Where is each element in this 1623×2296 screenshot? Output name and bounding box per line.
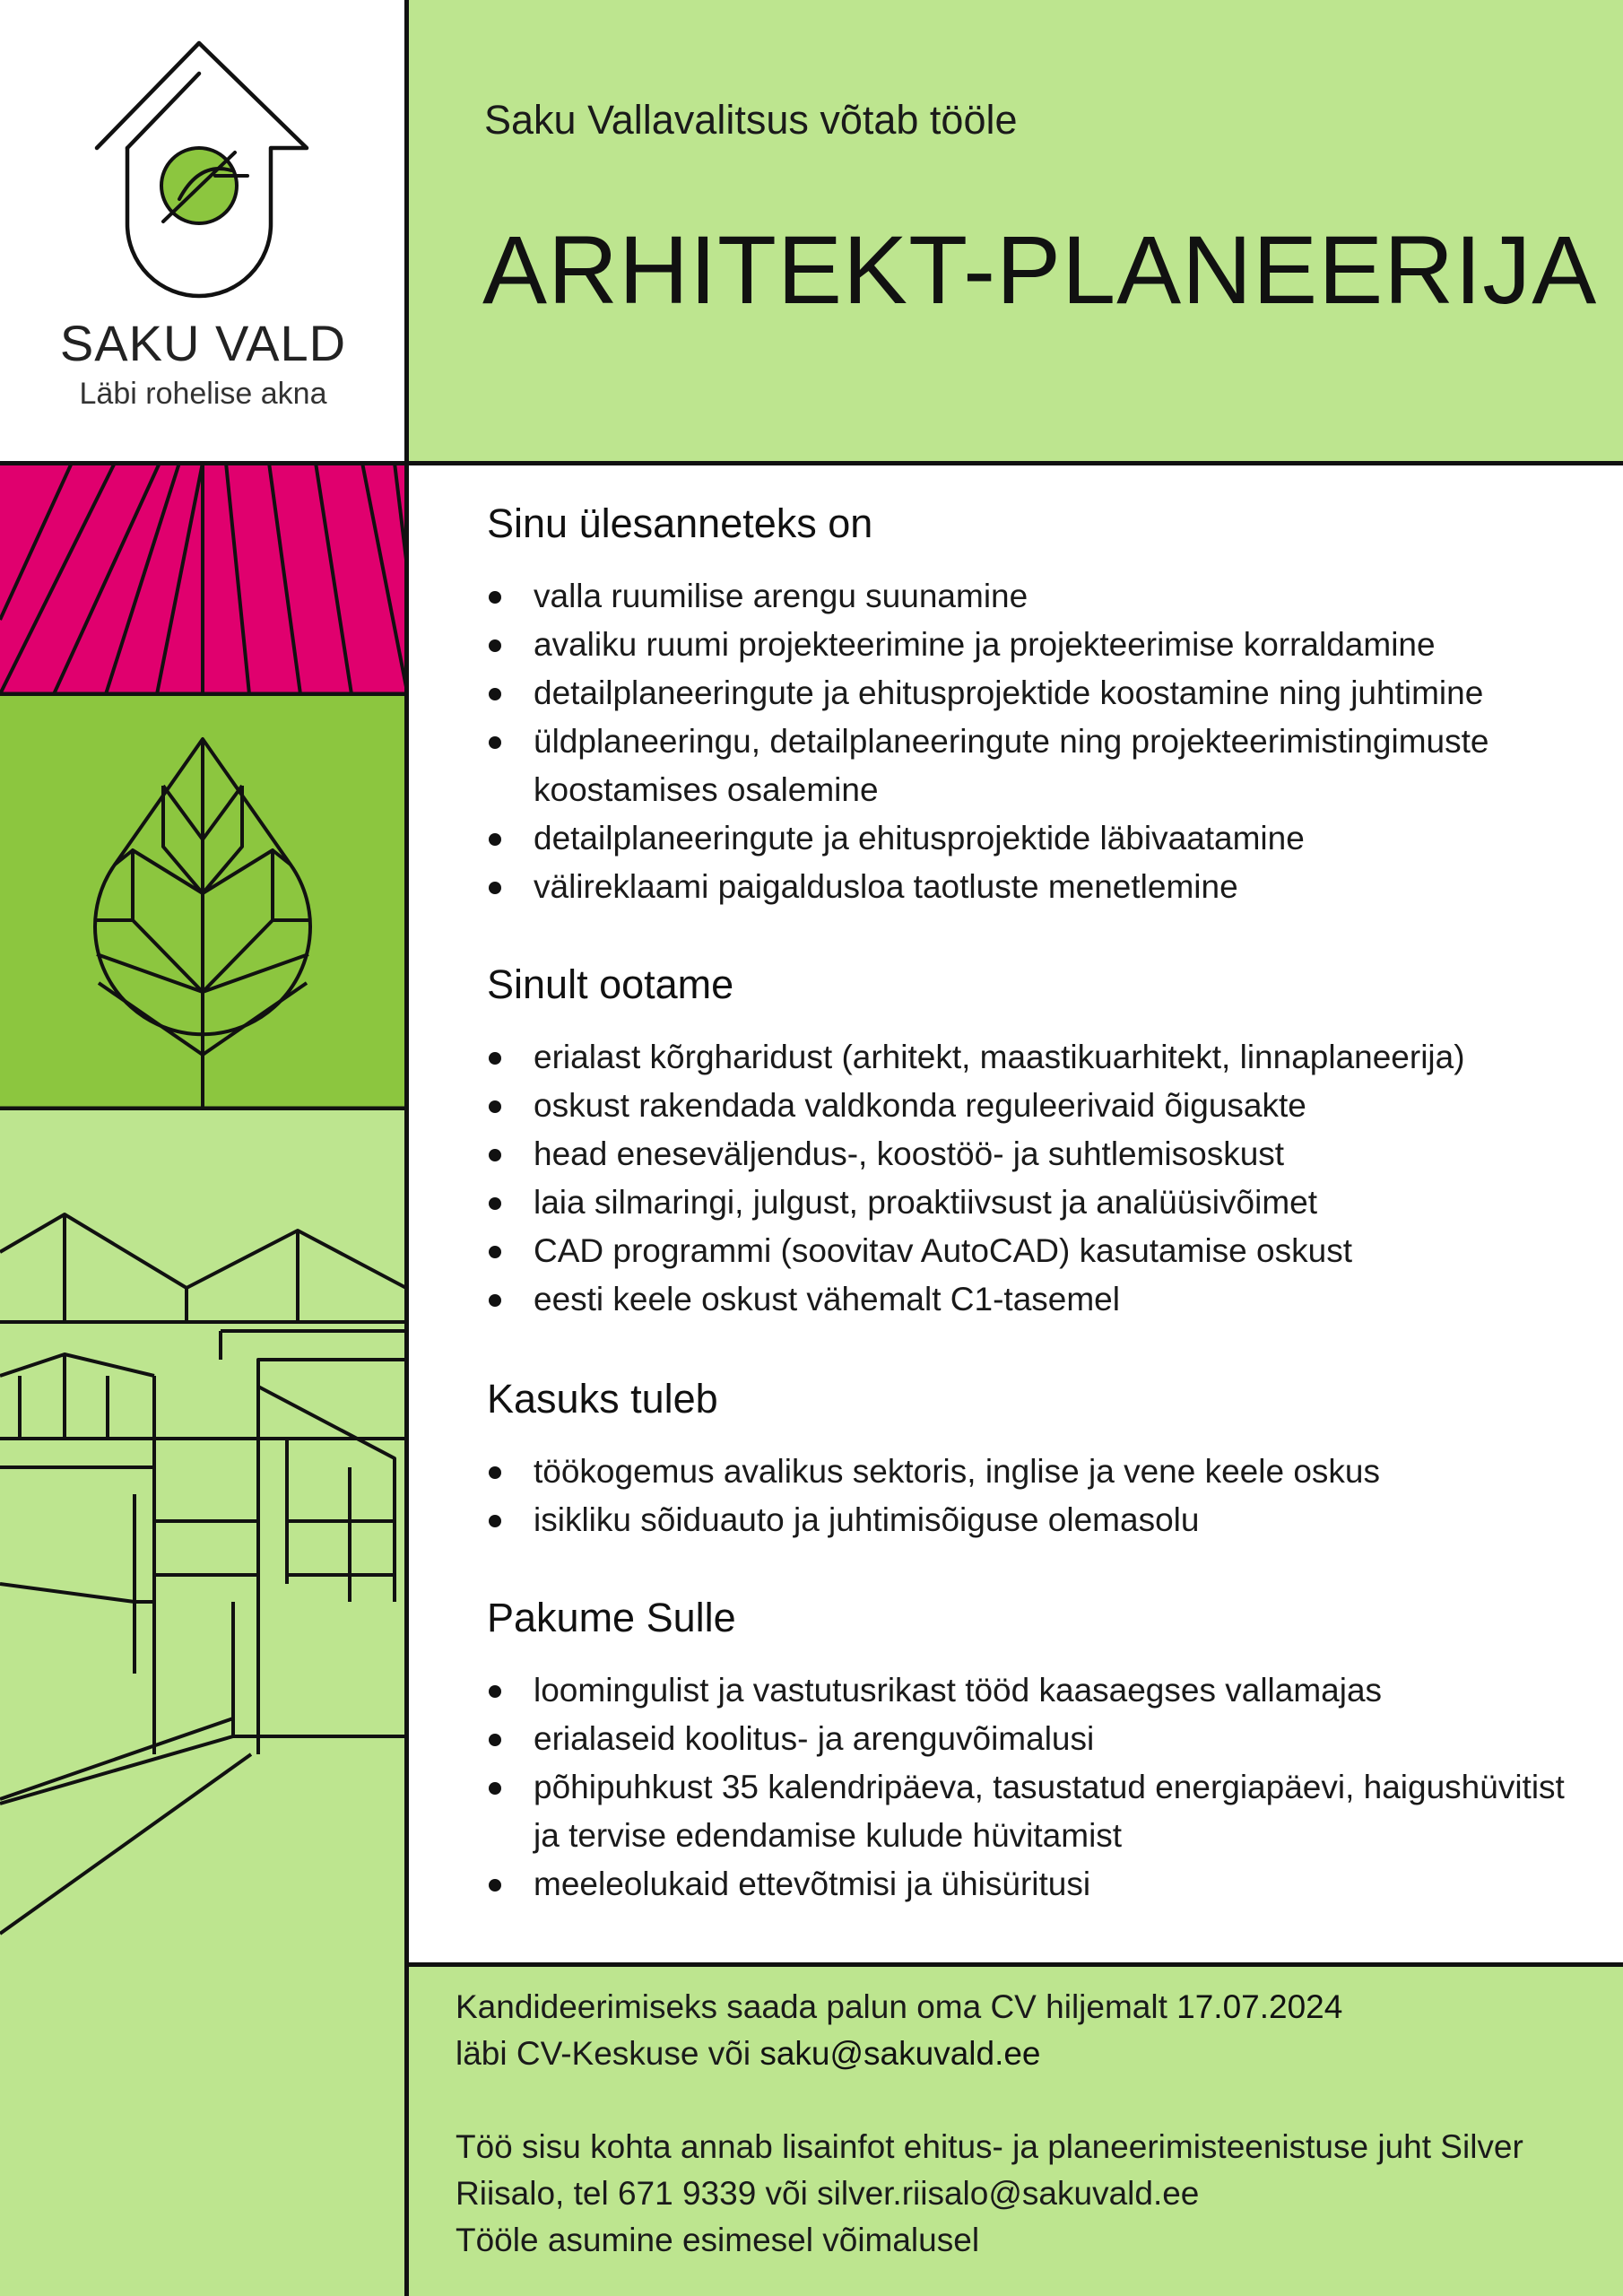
list-item: meeleolukaid ettevõtmisi ja ühisüritusi bbox=[487, 1860, 1590, 1909]
section-requirements bbox=[487, 961, 1590, 1324]
list-item: avaliku ruumi projekteerimine ja projekteerimise korraldamine bbox=[487, 621, 1590, 669]
header-panel bbox=[406, 0, 1623, 463]
page-subtitle: Saku Vallavalitsus võtab tööle bbox=[484, 97, 1018, 143]
list-item: põhipuhkust 35 kalendripäeva, tasustatud energiapäevi, haigushüvitist ja tervise edendamise kulude hüvitamist bbox=[487, 1763, 1590, 1860]
start-text: Tööle asumine esimesel võimalusel bbox=[456, 2222, 980, 2258]
header-divider bbox=[0, 461, 1623, 465]
vertical-divider bbox=[404, 0, 409, 2296]
list-item: oskust rakendada valdkonda reguleerivaid õigusakte bbox=[487, 1082, 1590, 1130]
footer-panel bbox=[406, 1964, 1623, 2296]
section-title: Sinu ülesanneteks on bbox=[487, 500, 873, 546]
logo-panel bbox=[0, 0, 406, 463]
tasks-list bbox=[487, 572, 1590, 911]
page-title: ARHITEKT-PLANEERIJA bbox=[482, 215, 1598, 324]
section-offers bbox=[487, 1595, 1590, 1909]
application-info bbox=[456, 1984, 1594, 2077]
list-item: erialaseid koolitus- ja arenguvõimalusi bbox=[487, 1715, 1590, 1763]
list-item: valla ruumilise arengu suunamine bbox=[487, 572, 1590, 621]
list-item: detailplaneeringute ja ehitusprojektide koostamine ning juhtimine bbox=[487, 669, 1590, 718]
footer-divider bbox=[406, 1962, 1623, 1967]
deadline-date: 17.07.2024 bbox=[1176, 1988, 1343, 2025]
section-title: Sinult ootame bbox=[487, 961, 734, 1007]
requirements-list bbox=[487, 1033, 1590, 1324]
contact-text: Töö sisu kohta annab lisainfot ehitus- ja planeerimisteenistuse juht Silver Riisalo, tel 671 9339 või silver.riisalo@sakuvald.ee bbox=[456, 2128, 1523, 2212]
section-tasks bbox=[487, 500, 1590, 911]
list-item: välireklaami paigaldusloa taotluste menetlemine bbox=[487, 863, 1590, 911]
list-item: erialast kõrgharidust (arhitekt, maastikuarhitekt, linnaplaneerija) bbox=[487, 1033, 1590, 1082]
content-panel bbox=[406, 463, 1623, 1964]
section-title: Kasuks tuleb bbox=[487, 1376, 718, 1422]
contact-info bbox=[456, 2124, 1594, 2264]
advantages-list bbox=[487, 1448, 1590, 1544]
list-item: detailplaneeringute ja ehitusprojektide läbivaatamine bbox=[487, 814, 1590, 863]
list-item: head eneseväljendus-, koostöö- ja suhtlemisoskust bbox=[487, 1130, 1590, 1178]
list-item: töökogemus avalikus sektoris, inglise ja vene keele oskus bbox=[487, 1448, 1590, 1496]
offers-list bbox=[487, 1666, 1590, 1909]
logo-name: SAKU VALD bbox=[59, 315, 347, 371]
houses-illustration bbox=[0, 1110, 406, 2296]
logo-tagline: Läbi rohelise akna bbox=[79, 377, 327, 411]
house-leaf-icon bbox=[0, 0, 406, 305]
list-item: üldplaneeringu, detailplaneeringute ning projekteerimistingimuste koostamises osalemine bbox=[487, 718, 1590, 814]
list-item: loomingulist ja vastutusrikast tööd kaasaegses vallamajas bbox=[487, 1666, 1590, 1715]
section-title: Pakume Sulle bbox=[487, 1595, 736, 1640]
list-item: laia silmaringi, julgust, proaktiivsust ja analüüsivõimet bbox=[487, 1178, 1590, 1227]
list-item: CAD programmi (soovitav AutoCAD) kasutamise oskust bbox=[487, 1227, 1590, 1275]
apply-channel-text: läbi CV-Keskuse või bbox=[456, 2035, 760, 2072]
field-rays-illustration bbox=[0, 463, 406, 696]
list-item: isikliku sõiduauto ja juhtimisõiguse olemasolu bbox=[487, 1496, 1590, 1544]
section-advantages bbox=[487, 1376, 1590, 1544]
decorative-art-column bbox=[0, 463, 406, 2296]
apply-text: Kandideerimiseks saada palun oma CV hiljemalt bbox=[456, 1988, 1177, 2025]
email-link[interactable]: saku@sakuvald.ee bbox=[759, 2035, 1041, 2072]
leaf-tree-illustration bbox=[0, 696, 406, 1109]
list-item: eesti keele oskust vähemalt C1-tasemel bbox=[487, 1275, 1590, 1324]
